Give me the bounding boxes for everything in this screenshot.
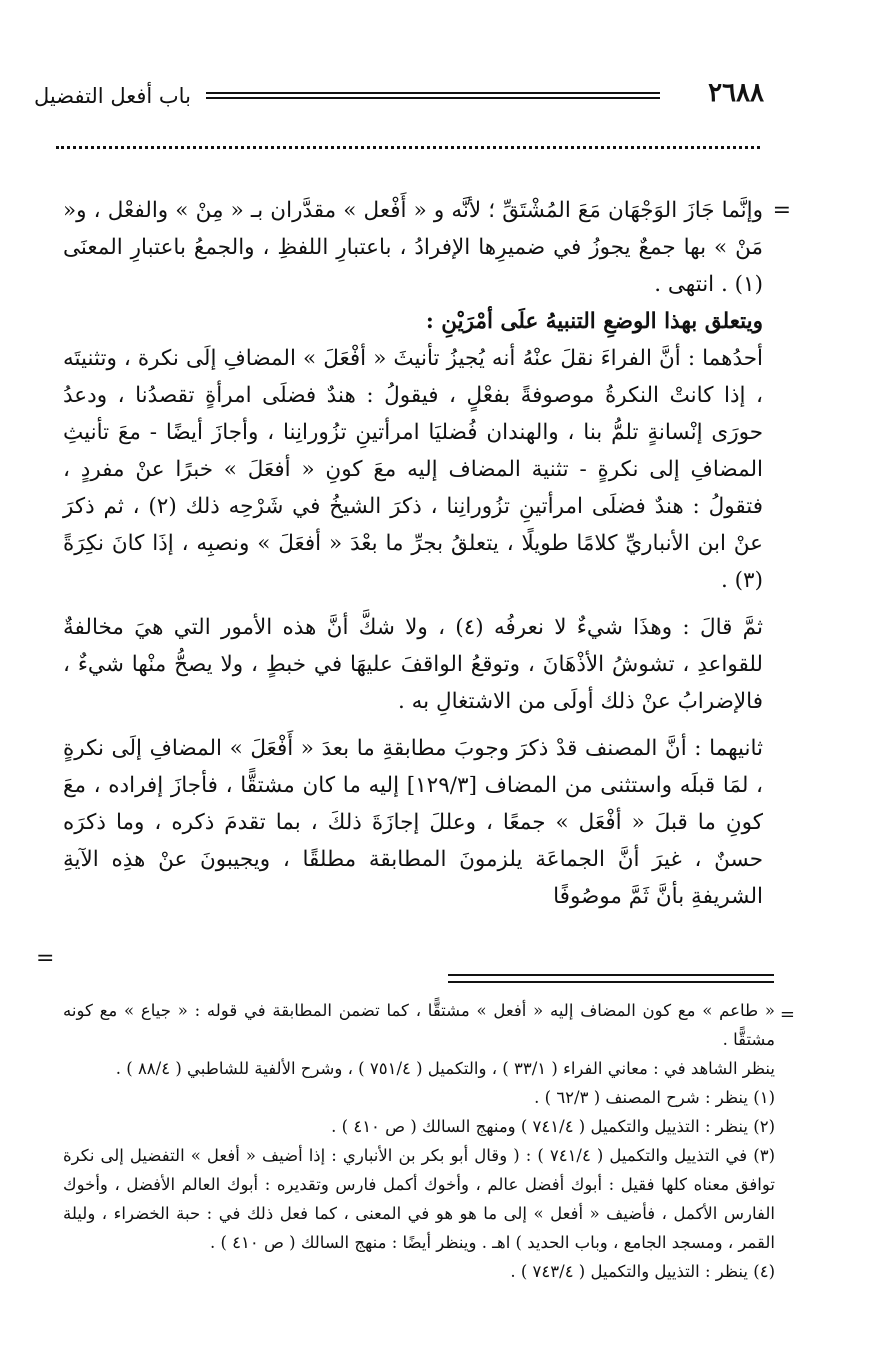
- footnote-separator: [448, 974, 774, 983]
- continuation-mark: =: [772, 198, 791, 223]
- paragraph-3: أحدُهما : أنَّ الفراءَ نقلَ عنْهُ أنه يُجيزُ تأنيثَ « أفْعَلَ » المضافِ إلَى نكرة ، وتثنيتَه ، إذا كانتْ النكرةُ موصوفةً بفعْلٍ ، فيقولُ : هندٌ فضلَى امرأةٍ تقصدُنا ، ودعدُ حورَى إنْسانةٍ تلمُّ بنا ، والهندان فُضليَا امرأتينِ تزُورانِنا ، وأجازَ أيضًا - معَ تأنيثِ المضافِ إلى نكرةٍ - تثنية المضاف إليه معَ كونِ « أفعَلَ » خبرًا عنْ مفردٍ ، فتقولُ : هندٌ فضلَى امرأتينِ تزُورانِنا ، ذكرَ الشيخُ في شَرْحِه ذلك (٢) ، ثم ذكرَ عنْ ابن الأنباريِّ كلامًا طويلًا ، يتعلقُ بجرِّ ما بعْدَ « أفعَلَ » ونصبِه ، إذَا كانَ نكِرَةً (٣) .: [63, 346, 763, 593]
- footnotes: [63, 996, 775, 1286]
- paragraph-2-heading: ويتعلق بهذا الوضعِ التنبيهُ علَى أمْرَيْنِ :: [425, 309, 763, 334]
- running-header: [34, 78, 764, 118]
- dotted-separator: [56, 146, 760, 157]
- paragraph-4: ثمَّ قالَ : وهذَا شيءٌ لا نعرفُه (٤) ، ولا شكَّ أنَّ هذه الأمور التي هيَ مخالفةٌ للقواعدِ ، تشوشُ الأذْهَانَ ، وتوقعُ الواقفَ عليهَا في خبطٍ ، ولا يصحُّ منْها شيءٌ ، فالإضرابُ عنْ ذلك أولَى من الاشتغالِ به .: [63, 615, 763, 714]
- footnote-continuation-mark: =: [779, 1004, 795, 1025]
- continuation-end-mark: =: [36, 946, 55, 971]
- footnote-line: « طاعم » مع كون المضاف إليه « أفعل » مشتقًّا ، كما تضمن المطابقة في قوله : « جياع » مع كونه مشتقًّا .: [63, 1001, 775, 1049]
- footnote-3: (٣) في التذييل والتكميل ( ٧٤١/٤ ) : ( وقال أبو بكر بن الأنباري : إذا أضيف « أفعل » التفضيل إلى نكرة توافق معناه كلها فقيل : أبوك أفضل عالم ، وأخوك أكمل فارس وتقديره : أبوك العالم الأفضل ، وأخوك الفارس الأكمل ، فأضيف « أفعل » إلى ما هو هو في المعنى ، كما فعل ذلك في : حبة الخضراء ، وليلة القمر ، ومسجد الجامع ، وباب الحديد ) اهـ . وينظر أيضًا : منهج السالك ( ص ٤١٠ ) .: [63, 1146, 775, 1252]
- main-text: [63, 192, 763, 915]
- footnote-4: (٤) ينظر : التذييل والتكميل ( ٧٤٣/٤ ) .: [510, 1262, 775, 1281]
- header-double-rule: [206, 92, 660, 99]
- paragraph-5: ثانيهما : أنَّ المصنف قدْ ذكرَ وجوبَ مطابقةِ ما بعدَ « أَفْعَلَ » المضافِ إلَى نكرةٍ ، لمَا قبلَه واستثنى من المضاف [١٢٩/٣] إليه ما كان مشتقًّا ، فأجازَ إفراده ، معَ كونِ ما قبلَ « أفْعَل » جمعًا ، وعللَ إجازَةَ ذلكَ ، بما تقدمَ ذكره ، وما ذكرَه حسنٌ ، غيرَ أنَّ الجماعَة يلزمونَ المطابقة مطلقًا ، ويجيبونَ عنْ هذِه الآيةِ الشريفةِ بأنَّ ثَمَّ موصُوفًا: [63, 736, 763, 909]
- footnote-line: ينظر الشاهد في : معاني الفراء ( ٣٣/١ ) ، والتكميل ( ٧٥١/٤ ) ، وشرح الألفية للشاطبي ( ٨٨/٤ ) .: [115, 1059, 775, 1078]
- footnote-1: (١) ينظر : شرح المصنف ( ٦٢/٣ ) .: [534, 1088, 775, 1107]
- paragraph-1: وإنَّما جَازَ الوَجْهَان مَعَ المُشْتَقِّ ؛ لأنَّه و « أَفْعل » مقدَّران بـ « مِنْ » والفعْل ، و« مَنْ » بها جمعٌ يجوزُ في ضميرِها الإفرادُ ، باعتبارِ اللفظِ ، والجمعُ باعتبارِ المعنَى (١) . انتهى .: [63, 198, 763, 297]
- footnote-2: (٢) ينظر : التذييل والتكميل ( ٧٤١/٤ ) ومنهج السالك ( ص ٤١٠ ) .: [331, 1117, 775, 1136]
- page-number: ٢٦٨٨: [708, 78, 764, 108]
- section-title: باب أفعل التفضيل: [34, 84, 191, 108]
